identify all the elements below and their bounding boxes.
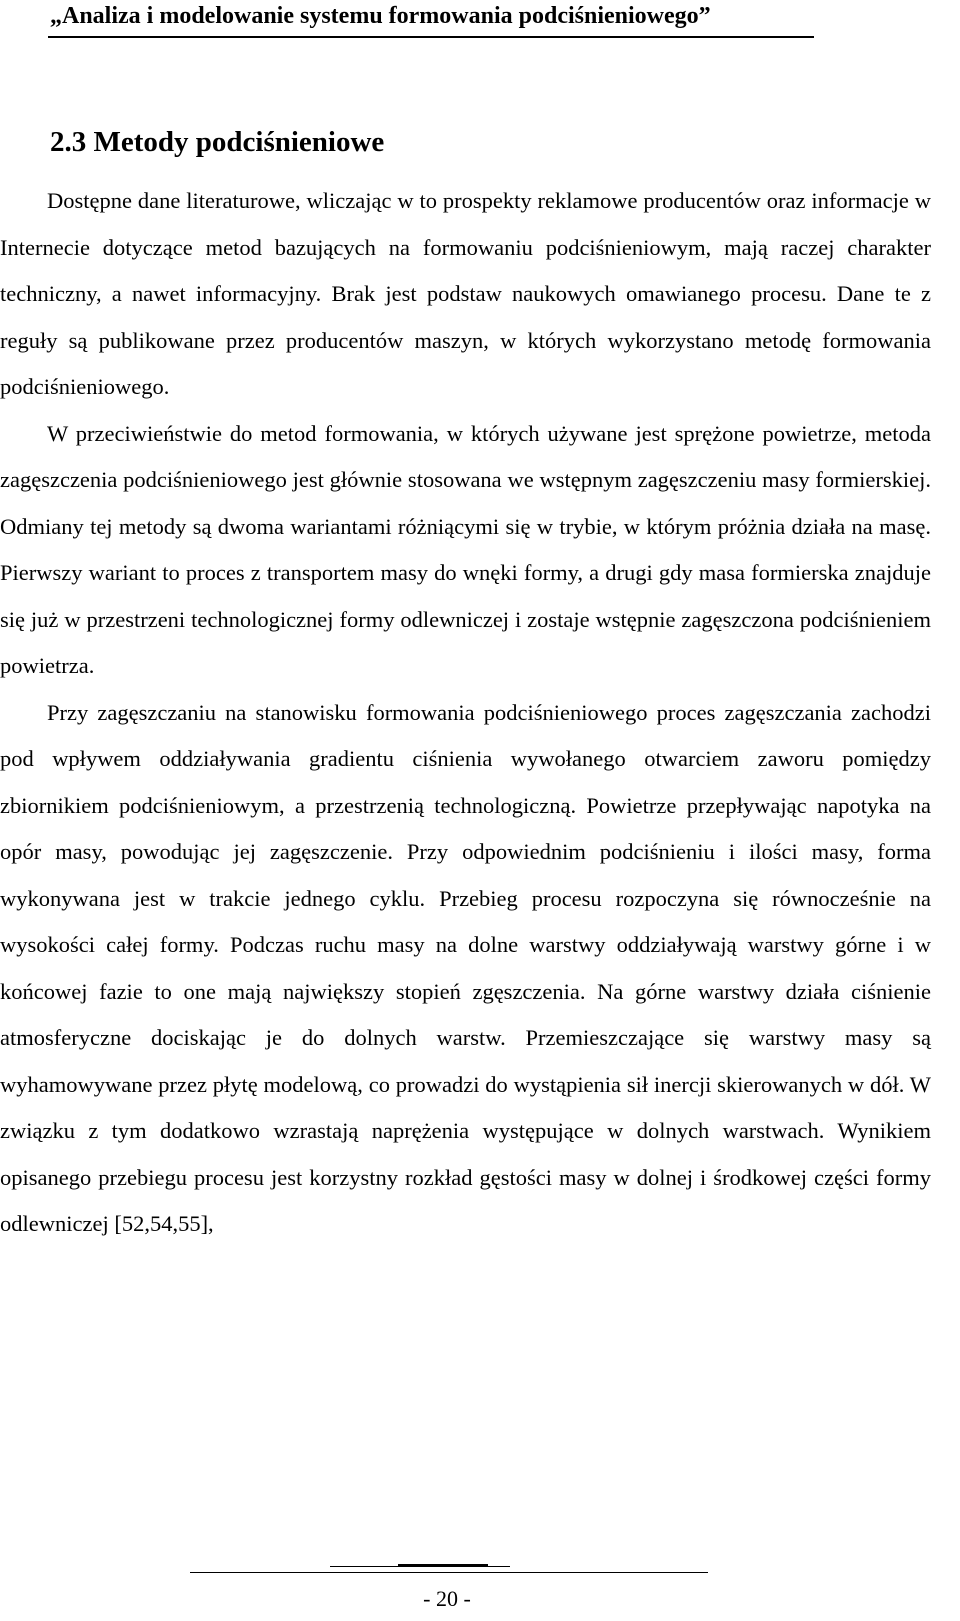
paragraph-3: Przy zagęszczaniu na stanowisku formowania podciśnieniowego proces zagęszczania zachodzi pod wpływem oddziaływania gradientu ciśnienia wywołanego otwarciem zaworu pomiędzy zbiornikiem podciśnieniowym, a przestrzenią technologiczną. Powietrze przepływając napotyka na opór masy, powodując jej zagęszczenie. Przy odpowiednim podciśnieniu i ilości masy, forma wykonywana jest w trakcie jednego cyklu. Przebieg procesu rozpoczyna się równocześnie na wysokości całej formy. Podczas ruchu masy na dolne warstwy oddziaływają warstwy górne i w końcowej fazie to one mają największy stopień zgęszczenia. Na górne warstwy działa ciśnienie atmosferyczne dociskając je do dolnych warstw. Przemieszczające się warstwy masy są wyhamowywane przez płytę modelową, co prowadzi do wystąpienia sił inercji skierowanych w dół. W związku z tym dodatkowo wzrastają naprężenia występujące w dolnych warstwach. Wynikiem opisanego przebiegu procesu jest korzystny rozkład gęstości masy w dolnej i środkowej części formy odlewniczej [52,54,55], xyxy=(0,699,931,1236)
body-text xyxy=(0,178,931,1248)
paragraph-1: Dostępne dane literaturowe, wliczając w to prospekty reklamowe producentów oraz informacje w Internecie dotyczące metod bazujących na formowaniu podciśnieniowym, mają raczej charakter techniczny, a nawet informacyjny. Brak jest podstaw naukowych omawianego procesu. Dane te z reguły są publikowane przez producentów maszyn, w których wykorzystano metodę formowania podciśnieniowego. xyxy=(0,188,931,399)
running-header-title: „Analiza i modelowanie systemu formowania podciśnieniowego” xyxy=(50,3,711,29)
paragraph-2: W przeciwieństwie do metod formowania, w których używane jest sprężone powietrze, metoda zagęszczenia podciśnieniowego jest głównie stosowana we wstępnym zagęszczeniu masy formierskiej. Odmiany tej metody są dwoma wariantami różniącymi się w trybie, w którym próżnia działa na masę. Pierwszy wariant to proces z transportem masy do wnęki formy, a drugi gdy masa formierska znajduje się już w przestrzeni technologicznej formy odlewniczej i zostaje wstępnie zagęszczona podciśnieniem powietrza. xyxy=(0,420,931,678)
footer-rule-mid xyxy=(330,1566,510,1567)
header-rule xyxy=(48,36,814,38)
section-title: 2.3 Metody podciśnieniowe xyxy=(50,126,385,158)
footer-rule-long xyxy=(190,1572,708,1573)
page-number: - 20 - xyxy=(423,1586,471,1611)
